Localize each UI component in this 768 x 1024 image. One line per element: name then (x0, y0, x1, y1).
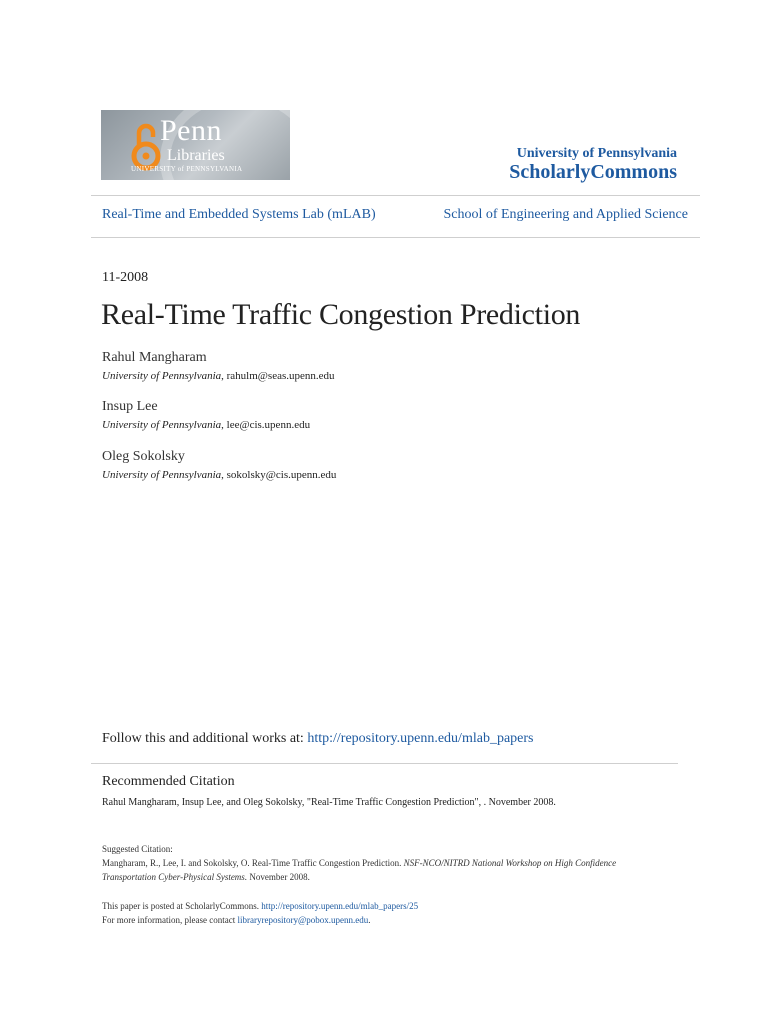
school-link[interactable]: School of Engineering and Applied Science (443, 207, 688, 222)
citation-authors-title: Mangharam, R., Lee, I. and Sokolsky, O. Real-Time Traffic Congestion Prediction. (102, 858, 404, 868)
citation-venue-part2: Transportation Cyber-Physical Systems. (102, 872, 248, 882)
posted-label: This paper is posted at ScholarlyCommons. (102, 901, 262, 911)
author-email: , lee@cis.upenn.edu (221, 419, 311, 431)
logo-penn-text: Penn (160, 114, 222, 147)
recommended-citation-text: Rahul Mangharam, Insup Lee, and Oleg Sokolsky, "Real-Time Traffic Congestion Prediction", . November 2008. (102, 797, 556, 808)
author-name: Oleg Sokolsky (102, 449, 185, 464)
follow-divider (91, 763, 678, 764)
author-email: , rahulm@seas.upenn.edu (221, 370, 335, 382)
lab-link[interactable]: Real-Time and Embedded Systems Lab (mLAB) (102, 207, 376, 222)
repository-name[interactable]: ScholarlyCommons (509, 161, 677, 183)
penn-libraries-logo[interactable] (101, 110, 290, 180)
university-name[interactable]: University of Pennsylvania (516, 146, 677, 161)
contact-label: For more information, please contact (102, 915, 238, 925)
author-affiliation (102, 469, 336, 481)
follow-line (102, 731, 533, 747)
recommended-citation-heading: Recommended Citation (102, 774, 235, 789)
follow-label: Follow this and additional works at: (102, 731, 308, 746)
author-affiliation (102, 419, 310, 431)
author-name: Rahul Mangharam (102, 350, 207, 365)
contact-line (102, 913, 370, 927)
citation-date: November 2008. (247, 872, 310, 882)
contact-end: . (368, 915, 371, 925)
affiliation-name: University of Pennsylvania (102, 370, 222, 382)
nav-divider (91, 237, 700, 238)
publication-date: 11-2008 (102, 270, 149, 285)
collection-link[interactable]: http://repository.upenn.edu/mlab_papers (307, 731, 534, 746)
suggested-citation-line1 (102, 856, 616, 870)
posted-line (102, 899, 418, 913)
affiliation-name: University of Pennsylvania (102, 419, 222, 431)
logo-libraries-text: Libraries (167, 147, 225, 164)
header-divider (91, 195, 700, 196)
paper-link[interactable]: http://repository.upenn.edu/mlab_papers/25 (261, 901, 419, 911)
author-email: , sokolsky@cis.upenn.edu (221, 469, 337, 481)
affiliation-name: University of Pennsylvania (102, 469, 222, 481)
citation-venue-part1: NSF-NCO/NITRD National Workshop on High Confidence (403, 858, 617, 868)
author-affiliation (102, 370, 335, 382)
contact-email-link[interactable]: libraryrepository@pobox.upenn.edu (237, 915, 369, 925)
suggested-citation-label: Suggested Citation: (102, 844, 173, 854)
author-name: Insup Lee (102, 399, 158, 414)
suggested-citation-line2 (102, 870, 310, 884)
paper-title: Real-Time Traffic Congestion Prediction (101, 298, 581, 331)
logo-upenn-text: UNIVERSITY of PENNSYLVANIA (131, 165, 243, 173)
